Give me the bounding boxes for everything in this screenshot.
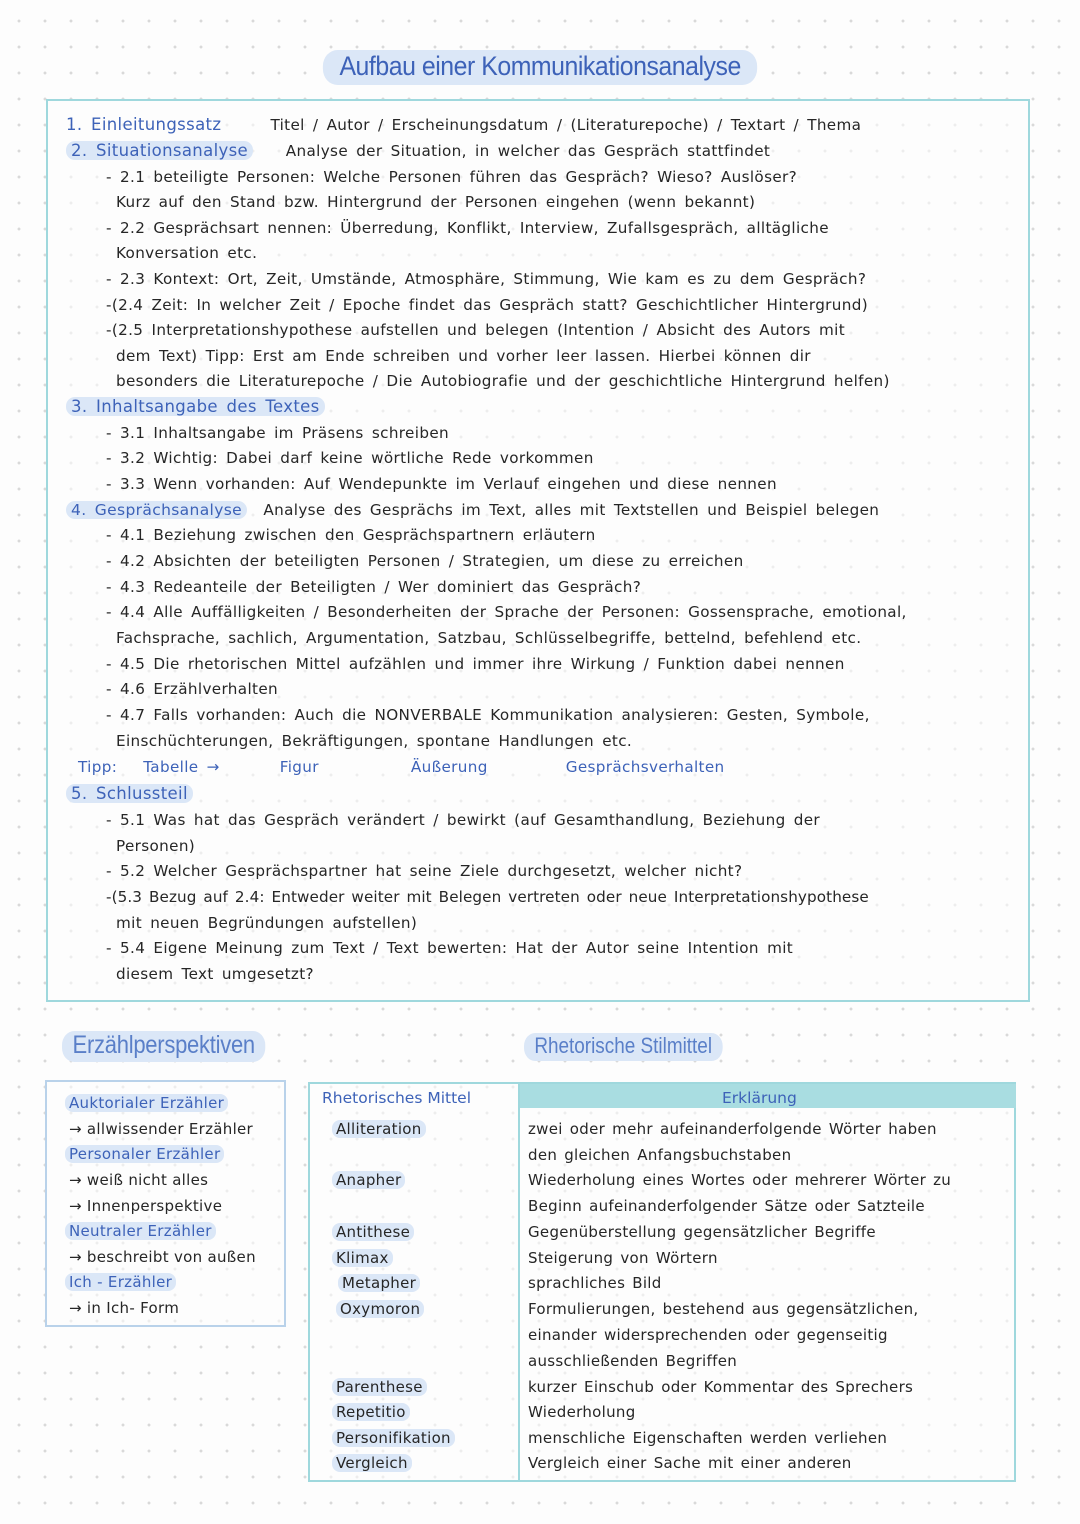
expl-line: Gegenüberstellung gegensätzlicher Begriffe — [528, 1223, 876, 1241]
line-2-2b: Konversation etc. — [116, 244, 258, 262]
expl-line: kurzer Einschub oder Kommentar des Sprechers — [528, 1378, 914, 1396]
term-alliteration — [332, 1120, 426, 1138]
term-label: Repetitio — [332, 1403, 410, 1421]
perspective-desc: → Innenperspektive — [69, 1197, 223, 1215]
line-4-7b: Einschüchterungen, Bekräftigungen, spontane Handlungen etc. — [116, 732, 633, 750]
line-5-4: - 5.4 Eigene Meinung zum Text / Text bewerten: Hat der Autor seine Intention mit — [106, 939, 794, 957]
col-header-erklaerung: Erklärung — [722, 1089, 797, 1107]
tip-gespraechsverhalten: Gesprächsverhalten — [565, 758, 725, 776]
expl-line: Wiederholung — [528, 1403, 636, 1421]
term-vergleich — [332, 1454, 412, 1472]
line-5-1b: Personen) — [116, 837, 196, 855]
term-label: Parenthese — [332, 1378, 427, 1396]
line-5-3b: mit neuen Begründungen aufstellen) — [116, 914, 418, 932]
expl-line: den gleichen Anfangsbuchstaben — [528, 1146, 792, 1164]
line-schluss — [66, 784, 1020, 804]
expl-line: einander widersprechenden oder gegenseitig — [528, 1326, 888, 1344]
tip-aeusserung: Äußerung — [410, 758, 488, 776]
perspective-desc: → beschreibt von außen — [69, 1248, 256, 1266]
line-5-1: - 5.1 Was hat das Gespräch verändert / bewirkt (auf Gesamthandlung, Beziehung der — [106, 811, 821, 829]
term-label: Antithese — [332, 1223, 414, 1241]
heading-gespraechsanalyse: 4. Gesprächsanalyse — [66, 501, 247, 519]
term-label: Klimax — [332, 1249, 393, 1267]
perspective-desc: → in Ich- Form — [69, 1299, 180, 1317]
term-label: Anapher — [332, 1171, 405, 1189]
line-2-4: -(2.4 Zeit: In welcher Zeit / Epoche findet das Gespräch statt? Geschichtlicher Hintergrund) — [106, 296, 868, 314]
heading-erzaehlperspektiven: Erzählperspektiven — [62, 1031, 265, 1062]
expl-line: Wiederholung eines Wortes oder mehrerer Wörter zu — [528, 1171, 952, 1189]
line-3-3: - 3.3 Wenn vorhanden: Auf Wendepunkte im Verlauf eingehen und diese nennen — [106, 475, 777, 493]
line-2-1: - 2.1 beteiligte Personen: Welche Personen führen das Gespräch? Wieso? Auslöser? — [106, 168, 798, 186]
perspective-name: Ich - Erzähler — [65, 1273, 176, 1291]
tip-tabelle: Tabelle → — [143, 758, 220, 776]
line-3-1: - 3.1 Inhaltsangabe im Präsens schreiben — [106, 424, 449, 442]
expl-line: Vergleich einer Sache mit einer anderen — [528, 1454, 852, 1472]
line-4-2: - 4.2 Absichten der beteiligten Personen / Strategien, um diese zu erreichen — [106, 552, 744, 570]
line-4-5: - 4.5 Die rhetorischen Mittel aufzählen und immer ihre Wirkung / Funktion dabei nennen — [106, 655, 845, 673]
line-inhalt — [66, 397, 1020, 417]
term-label: Vergleich — [332, 1454, 412, 1472]
term-label: Personifikation — [332, 1429, 455, 1447]
expl-line: Beginn aufeinanderfolgender Sätze oder Satzteile — [528, 1197, 925, 1215]
line-2-2: - 2.2 Gesprächsart nennen: Überredung, Konflikt, Interview, Zufallsgespräch, alltägliche — [106, 219, 829, 237]
title-wrap — [0, 50, 1080, 85]
tip-figur: Figur — [279, 758, 319, 776]
term-label: Metapher — [338, 1274, 420, 1292]
line-2-3: - 2.3 Kontext: Ort, Zeit, Umstände, Atmosphäre, Stimmung, Wie kam es zu dem Gespräch? — [106, 270, 867, 288]
line-5-4b: diesem Text umgesetzt? — [116, 965, 314, 983]
term-oxymoron — [336, 1300, 424, 1318]
heading-rhetorische-stilmittel: Rhetorische Stilmittel — [524, 1033, 722, 1061]
analysis-structure-box — [46, 99, 1030, 1002]
perspective-name: Personaler Erzähler — [65, 1145, 224, 1163]
heading-schlussteil: 5. Schlussteil — [66, 784, 193, 803]
line-3-2: - 3.2 Wichtig: Dabei darf keine wörtliche Rede vorkommen — [106, 449, 594, 467]
gespraech-text: Analyse des Gesprächs im Text, alles mit Textstellen und Beispiel belegen — [263, 501, 880, 519]
heading-inhaltsangabe: 3. Inhaltsangabe des Textes — [66, 397, 325, 416]
line-gespraech — [66, 500, 1020, 520]
heading-situationsanalyse: 2. Situationsanalyse — [66, 141, 253, 160]
line-4-4: - 4.4 Alle Auffälligkeiten / Besonderheiten der Sprache der Personen: Gossensprache, emotional, — [106, 603, 907, 621]
term-antithese — [332, 1223, 414, 1241]
perspective-desc: → allwissender Erzähler — [69, 1120, 254, 1138]
line-einleitung — [66, 115, 1020, 135]
line-4-1: - 4.1 Beziehung zwischen den Gesprächspartnern erläutern — [106, 526, 596, 544]
term-anapher — [332, 1171, 405, 1189]
perspective-name: Neutraler Erzähler — [65, 1222, 216, 1240]
term-repetitio — [332, 1403, 410, 1421]
perspective-personal — [65, 1145, 224, 1163]
term-parenthese — [332, 1378, 427, 1396]
column-divider — [518, 1084, 520, 1480]
line-5-2: - 5.2 Welcher Gesprächspartner hat seine Ziele durchgesetzt, welcher nicht? — [106, 862, 743, 880]
line-5-3: -(5.3 Bezug auf 2.4: Entweder weiter mit Belegen vertreten oder neue Interpretationshypothese — [106, 888, 869, 906]
tip-line — [78, 757, 1020, 777]
line-4-4b: Fachsprache, sachlich, Argumentation, Satzbau, Schlüsselbegriffe, bettelnd, befehlend etc. — [116, 629, 862, 647]
heading-einleitungssatz: 1. Einleitungssatz — [66, 115, 222, 134]
perspective-neutral — [65, 1222, 216, 1240]
page-title: Aufbau einer Kommunikationsanalyse — [323, 50, 757, 85]
term-label: Alliteration — [332, 1120, 426, 1138]
line-2-5b: dem Text) Tipp: Erst am Ende schreiben und vorher leer lassen. Hierbei können dir — [116, 347, 811, 365]
line-4-6: - 4.6 Erzählverhalten — [106, 680, 278, 698]
tip-label: Tipp: — [78, 758, 118, 776]
line-4-7: - 4.7 Falls vorhanden: Auch die NONVERBALE Kommunikation analysieren: Gesten, Symbole, — [106, 706, 870, 724]
perspective-auktorial — [65, 1094, 228, 1112]
perspective-desc: → weiß nicht alles — [69, 1171, 209, 1189]
rhetoric-table — [308, 1082, 1016, 1482]
expl-line: menschliche Eigenschaften werden verliehen — [528, 1429, 888, 1447]
term-metapher — [338, 1274, 420, 1292]
line-2-5: -(2.5 Interpretationshypothese aufstellen und belegen (Intention / Absicht des Autors mit — [106, 321, 846, 339]
expl-line: sprachliches Bild — [528, 1274, 662, 1292]
expl-line: ausschließenden Begriffen — [528, 1352, 738, 1370]
perspective-name: Auktorialer Erzähler — [65, 1094, 228, 1112]
situation-text: Analyse der Situation, in welcher das Gespräch stattfindet — [285, 142, 771, 160]
term-personifikation — [332, 1429, 455, 1447]
einleitung-text: Titel / Autor / Erscheinungsdatum / (Literaturepoche) / Textart / Thema — [270, 116, 862, 134]
line-2-1b: Kurz auf den Stand bzw. Hintergrund der Personen eingehen (wenn bekannt) — [116, 193, 756, 211]
term-label: Oxymoron — [336, 1300, 424, 1318]
col-header-mittel: Rhetorisches Mittel — [322, 1089, 472, 1107]
line-2-5c: besonders die Literaturepoche / Die Autobiografie und der geschichtliche Hintergrund helfen) — [116, 372, 890, 390]
expl-line: Steigerung von Wörtern — [528, 1249, 718, 1267]
term-klimax — [332, 1249, 393, 1267]
line-situation — [66, 141, 1020, 161]
expl-line: zwei oder mehr aufeinanderfolgende Wörter haben — [528, 1120, 937, 1138]
expl-line: Formulierungen, bestehend aus gegensätzlichen, — [528, 1300, 919, 1318]
line-4-3: - 4.3 Redeanteile der Beteiligten / Wer dominiert das Gespräch? — [106, 578, 642, 596]
perspective-ich — [65, 1273, 176, 1291]
perspectives-box — [45, 1080, 286, 1327]
